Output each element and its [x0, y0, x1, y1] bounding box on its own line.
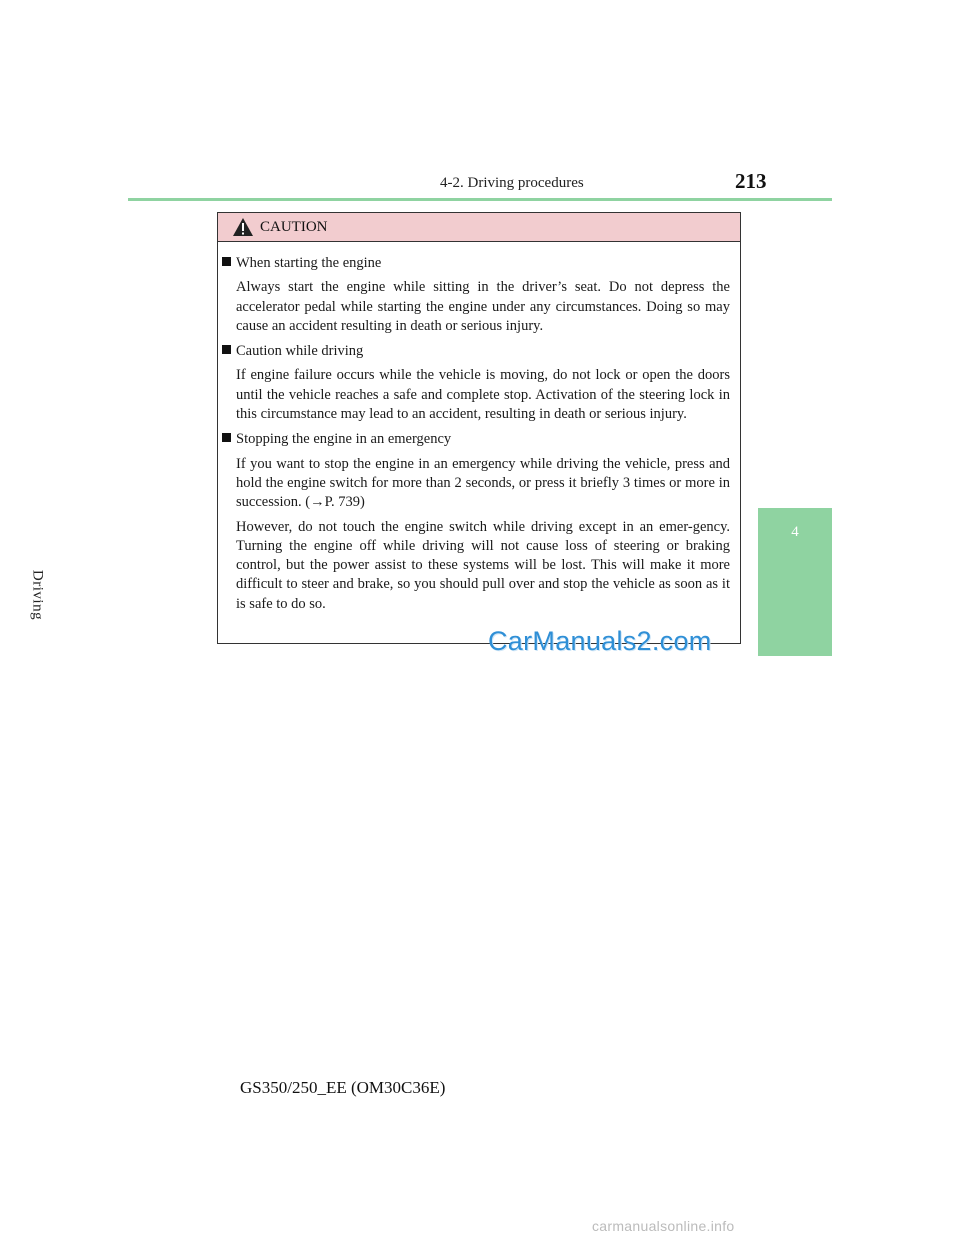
caution-body — [218, 242, 740, 614]
caution-item-paragraph: However, do not touch the engine switch while driving except in an emer-gency. Turning the engine off while driving will not cause loss of steering or braking control, but the power assist to these systems will be lost. This will make it more difficult to steer and brake, so you should pull over and stop the vehicle as soon as it is safe to do so. — [236, 518, 730, 612]
caution-item-paragraph: If engine failure occurs while the vehicle is moving, do not lock or open the doors until the vehicle reaches a safe and complete stop. Activation of the steering lock in this circumstance may lead to an accident, resulting in death or serious injury. — [236, 367, 730, 423]
header-rule — [128, 198, 832, 201]
caution-item — [222, 254, 730, 336]
warning-triangle-icon — [232, 217, 254, 237]
caution-item-heading — [222, 430, 730, 449]
caution-item-paragraph: Always start the engine while sitting in the driver’s seat. Do not depress the accelerator pedal while starting the engine under any circumstances. Doing so may cause an accident resulting in death or serious injury. — [236, 279, 730, 334]
caution-item-heading — [222, 342, 730, 361]
section-title: 4-2. Driving procedures — [440, 175, 584, 191]
caution-item — [222, 342, 730, 424]
footer-site: carmanualsonline.info — [592, 1218, 735, 1234]
square-bullet-icon — [222, 257, 231, 266]
caution-item-heading-text: Caution while driving — [236, 343, 364, 360]
watermark: CarManuals2.com — [488, 626, 712, 656]
page-number: 213 — [735, 169, 767, 193]
caution-item-heading-text: Stopping the engine in an emergency — [236, 431, 452, 448]
square-bullet-icon — [222, 433, 231, 442]
caution-item-paragraph: If you want to stop the engine in an emergency while driving the vehicle, press and hold the engine switch for more than 2 seconds, or press it briefly 3 times or more in succession. (→P. 739) — [236, 455, 730, 511]
caution-title: CAUTION — [260, 218, 328, 235]
chapter-tab-number: 4 — [791, 524, 799, 540]
square-bullet-icon — [222, 345, 231, 354]
footer-model: GS350/250_EE (OM30C36E) — [240, 1078, 446, 1097]
caution-box — [217, 212, 741, 644]
caution-item — [222, 430, 730, 614]
caution-header — [218, 213, 740, 242]
caution-item-heading-text: When starting the engine — [236, 255, 382, 271]
chapter-tab — [758, 508, 832, 656]
chapter-tab-label: Driving — [29, 569, 46, 621]
caution-item-heading — [222, 254, 730, 273]
